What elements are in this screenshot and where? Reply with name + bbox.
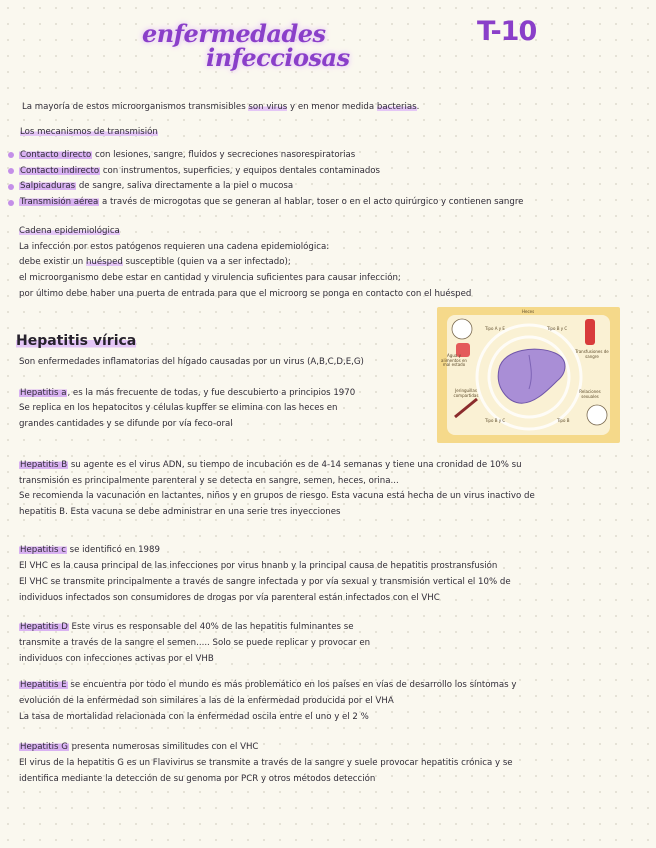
chain-line-2 bbox=[19, 257, 291, 268]
hepatitis-c-line-4: individuos infectados son consumidores de drogas por vía parenteral están infectados con el VHC bbox=[19, 593, 440, 603]
hepatitis-a-line-1 bbox=[19, 388, 355, 399]
figure-label-type-bc-top: Tipo B y C bbox=[547, 326, 568, 331]
hepatitis-b-line-4: hepatitis B. Esta vacuna se debe administrar en una serie tres inyecciones bbox=[19, 507, 341, 517]
hepatitis-c-term: Hepatitis c bbox=[20, 545, 66, 555]
couple-icon bbox=[587, 405, 607, 425]
hepatitis-a-term: Hepatitis a bbox=[20, 388, 67, 398]
hepatitis-g-line-3: identifica mediante la detección de su genoma por PCR y otros métodos detección bbox=[19, 774, 376, 784]
figure-label-type-b: Tipo B bbox=[557, 418, 570, 423]
hepatitis-c-line-1 bbox=[19, 545, 160, 556]
hepatitis-b-text: su agente es el virus ADN, su tiempo de incubación es de 4-14 semanas y tiene una cronidad de 10% su bbox=[68, 460, 522, 470]
bullet-dot bbox=[8, 152, 14, 158]
intro-mid: y en menor medida bbox=[287, 102, 377, 112]
intro-highlight-bacteria: bacterias bbox=[376, 102, 417, 112]
intro-highlight-virus: son virus bbox=[248, 102, 288, 112]
bullet-dot bbox=[8, 184, 14, 190]
hepatitis-d-line-1 bbox=[19, 622, 354, 633]
hepatitis-b-line-1 bbox=[19, 460, 522, 471]
chain-heading-text: Cadena epidemiológica bbox=[19, 226, 120, 236]
mechanism-term: Transmisión aérea bbox=[20, 197, 99, 207]
figure-label-type-bc-bottom: Tipo B y C bbox=[485, 418, 506, 423]
mechanisms-heading bbox=[20, 127, 158, 138]
blood-bag-icon bbox=[585, 319, 595, 345]
chain-line-2-post: susceptible (quien va a ser infectado); bbox=[122, 257, 291, 267]
toilet-icon bbox=[452, 319, 472, 339]
mechanism-text: de sangre, saliva directamente a la piel o mucosa bbox=[76, 181, 294, 191]
hepatitis-e-term: Hepatitis E bbox=[20, 680, 67, 690]
chain-line-1: La infección por estos patógenos requieren una cadena epidemiológica: bbox=[19, 242, 330, 252]
figure-label-transfusion: Transfusiones de sangre bbox=[575, 349, 609, 359]
mechanism-term: Contacto indirecto bbox=[20, 166, 100, 176]
hepatitis-a-line-2: Se replica en los hepatocitos y células kupffer se elimina con las heces en bbox=[19, 403, 338, 413]
hepatitis-c-text: se identificó en 1989 bbox=[66, 545, 160, 555]
hepatitis-transmission-figure bbox=[437, 307, 620, 443]
figure-label-needles: Jeringuillas compartidas bbox=[453, 388, 479, 398]
mechanism-term: Contacto directo bbox=[20, 150, 92, 160]
mechanism-text: con lesiones, sangre, fluidos y secreciones nasorespiratorias bbox=[92, 150, 356, 160]
intro-text bbox=[22, 102, 419, 113]
hepatitis-a-line-3: grandes cantidades y se difunde por vía feco-oral bbox=[19, 419, 233, 429]
bullet-dot bbox=[8, 200, 14, 206]
hepatitis-heading bbox=[16, 333, 136, 349]
hepatitis-g-text: presenta numerosas similitudes con el VHC bbox=[68, 742, 259, 752]
mechanism-term: Salpicaduras bbox=[20, 181, 76, 191]
hepatitis-c-line-3: El VHC se transmite principalmente a través de sangre infectada y por vía sexual y transmisión vertical el 10% de bbox=[19, 577, 511, 587]
hepatitis-g-line-2: El virus de la hepatitis G es un Flavivirus se transmite a través de la sangre y suele provocar hepatitis crónica y se bbox=[19, 758, 513, 768]
hepatitis-a-text: , es la más frecuente de todas, y fue descubierto a principios 1970 bbox=[67, 388, 356, 398]
topic-code: T-10 bbox=[477, 16, 537, 47]
chain-line-2-pre: debe existir un bbox=[19, 257, 86, 267]
hepatitis-d-line-2: transmite a través de la sangre el semen..... Solo se puede replicar y provocar en bbox=[19, 638, 371, 648]
figure-label-sexual: Relaciones sexuales bbox=[579, 389, 601, 399]
hepatitis-d-text: Este virus es responsable del 40% de las hepatitis fulminantes se bbox=[68, 622, 354, 632]
mechanism-item bbox=[19, 166, 380, 177]
hepatitis-heading-text: Hepatitis vírica bbox=[16, 333, 137, 349]
figure-label-water: Agua y alimentos en mal estado bbox=[441, 353, 467, 367]
hepatitis-d-line-3: individuos con infecciones activas por el VHB bbox=[19, 654, 214, 664]
chain-heading bbox=[19, 226, 120, 237]
hepatitis-g-line-1 bbox=[19, 742, 258, 753]
mechanism-item bbox=[19, 150, 355, 161]
mechanisms-heading-text: Los mecanismos de transmisión bbox=[20, 127, 158, 137]
title-line-2: infecciosas bbox=[206, 43, 350, 72]
hepatitis-intro: Son enfermedades inflamatorias del hígado causadas por un virus (A,B,C,D,E,G) bbox=[19, 357, 364, 367]
hepatitis-d-term: Hepatitis D bbox=[20, 622, 68, 632]
hepatitis-b-line-2: transmisión es principalmente parenteral y se detecta en sangre, semen, heces, orina... bbox=[19, 476, 399, 486]
chain-line-4: por último debe haber una puerta de entrada para que el microorg se ponga en contacto con el huésped bbox=[19, 289, 472, 299]
figure-label-type-a: Tipo A y E bbox=[485, 326, 505, 331]
hepatitis-c-line-2: El VHC es la causa principal de las infecciones por virus hnanb y la principal causa de hepatitis prostransfusión bbox=[19, 561, 498, 571]
hepatitis-e-text: se encuentra por todo el mundo es más problemático en los países en vías de desarrollo los síntomas y bbox=[67, 680, 517, 690]
hepatitis-e-line-3: La tasa de mortalidad relacionada con la enfermedad oscila entre el uno y el 2 % bbox=[19, 712, 369, 722]
title-line-1: enfermedades bbox=[142, 19, 326, 48]
chain-line-3: el microorganismo debe estar en cantidad y virulencia suficientes para causar infección; bbox=[19, 273, 401, 283]
hepatitis-b-term: Hepatitis B bbox=[20, 460, 68, 470]
figure-illustration bbox=[437, 307, 620, 443]
mechanism-item bbox=[19, 181, 293, 192]
chain-host-highlight: huésped bbox=[85, 257, 123, 267]
intro-post: . bbox=[416, 102, 420, 112]
mechanism-text: a través de microgotas que se generan al hablar, toser o en el acto quirúrgico y contienen sangre bbox=[99, 197, 524, 207]
bullet-dot bbox=[8, 168, 14, 174]
figure-label-feces: Heces bbox=[522, 309, 535, 314]
hepatitis-e-line-2: evolución de la enfermedad son similares a las de la enfermedad producida por el VHA bbox=[19, 696, 394, 706]
hepatitis-g-term: Hepatitis G bbox=[20, 742, 68, 752]
hepatitis-b-line-3: Se recomienda la vacunación en lactantes, niños y en grupos de riesgo. Esta vacuna está hecha de un virus inactivo de bbox=[19, 491, 535, 501]
mechanism-item bbox=[19, 197, 523, 208]
hepatitis-e-line-1 bbox=[19, 680, 516, 691]
mechanism-text: con instrumentos, superficies, y equipos dentales contaminados bbox=[100, 166, 381, 176]
intro-pre: La mayoría de estos microorganismos transmisibles bbox=[22, 102, 249, 112]
